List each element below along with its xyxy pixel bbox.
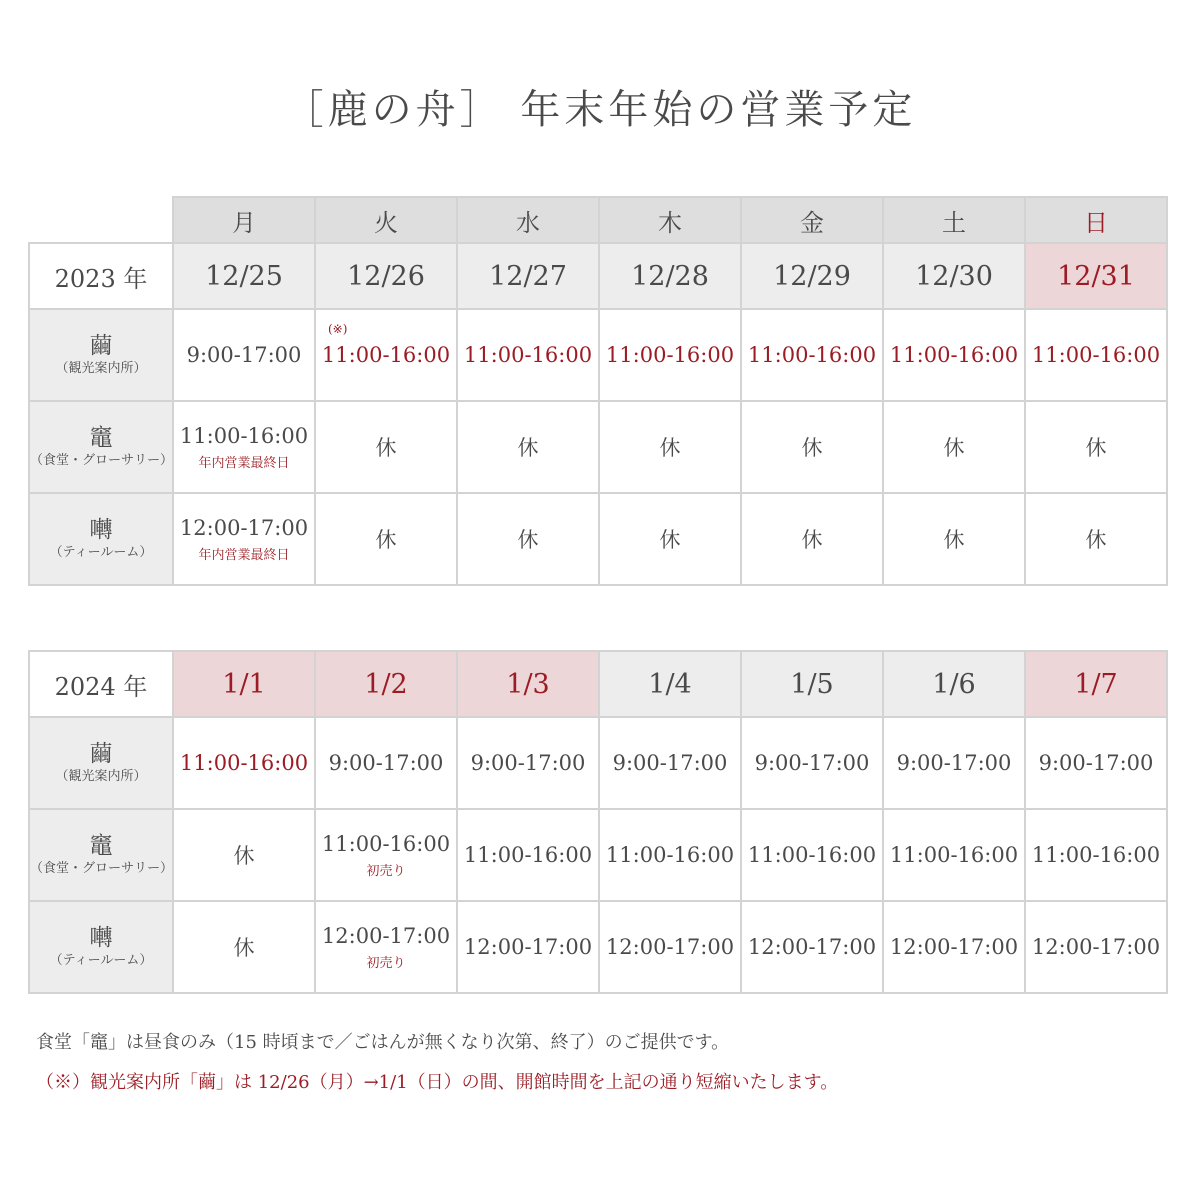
row-head-saezuri	[29, 493, 173, 585]
row-head-sub: （ティールーム）	[49, 545, 153, 560]
row-head-kanji: 繭	[89, 740, 113, 767]
date-cell: 12/27	[457, 243, 599, 309]
hours-text: 12:00-17:00	[321, 923, 451, 948]
hours-cell: 11:00-16:00	[173, 717, 315, 809]
date-cell-holiday: 1/1	[173, 651, 315, 717]
hours-cell: 11:00-16:00	[741, 809, 883, 901]
date-cell-holiday: 1/7	[1025, 651, 1167, 717]
hours-cell: 12:00-17:00	[457, 901, 599, 993]
year-label: 2024 年	[29, 651, 173, 717]
closed-cell: 休	[457, 493, 599, 585]
row-head-sub: （観光案内所）	[55, 361, 147, 376]
date-cell: 12/25	[173, 243, 315, 309]
hours-cell: 12:00-17:00	[599, 901, 741, 993]
closed-cell: 休	[173, 901, 315, 993]
weekday-mon: 月	[173, 197, 315, 243]
row-mayu	[29, 309, 1167, 401]
row-head-kanji: 繭	[89, 332, 113, 359]
row-head-sub: （食堂・グローサリー）	[30, 861, 174, 876]
weekday-header-row	[29, 197, 1167, 243]
hours-cell: 9:00-17:00	[741, 717, 883, 809]
hours-cell: 11:00-16:00	[599, 809, 741, 901]
hours-cell: 11:00-16:00	[741, 309, 883, 401]
first-sale-note: 初売り	[366, 955, 406, 971]
hours-cell: 11:00-16:00	[599, 309, 741, 401]
date-row	[29, 651, 1167, 717]
hours-text: 11:00-16:00	[179, 423, 309, 448]
date-cell: 1/6	[883, 651, 1025, 717]
hours-cell: 11:00-16:00	[883, 809, 1025, 901]
date-row	[29, 243, 1167, 309]
closed-cell: 休	[883, 401, 1025, 493]
row-head-sub: （ティールーム）	[49, 953, 153, 968]
hours-cell: 11:00-16:00	[1025, 809, 1167, 901]
date-cell-holiday: 12/31	[1025, 243, 1167, 309]
first-sale-note: 初売り	[366, 863, 406, 879]
corner-blank	[29, 197, 173, 243]
footnote-lunch: 食堂「竈」は昼食のみ（15 時頃まで／ごはんが無くなり次第、終了）のご提供です。	[36, 1032, 730, 1053]
year-label: 2023 年	[29, 243, 173, 309]
hours-cell: 12:00-17:00	[1025, 901, 1167, 993]
weekday-thu: 木	[599, 197, 741, 243]
date-cell: 12/26	[315, 243, 457, 309]
hours-text: 12:00-17:00	[179, 515, 309, 540]
hours-cell: 11:00-16:00	[883, 309, 1025, 401]
hours-cell: 9:00-17:00	[173, 309, 315, 401]
row-saezuri	[29, 901, 1167, 993]
hours-cell: 11:00-16:00	[457, 809, 599, 901]
row-head-kamado	[29, 401, 173, 493]
date-cell: 12/29	[741, 243, 883, 309]
hours-cell: 9:00-17:00	[457, 717, 599, 809]
closed-cell: 休	[883, 493, 1025, 585]
row-head-sub: （食堂・グローサリー）	[30, 453, 174, 468]
closed-cell: 休	[599, 493, 741, 585]
weekday-fri: 金	[741, 197, 883, 243]
note-mark: (※)	[328, 322, 348, 336]
row-head-mayu	[29, 717, 173, 809]
weekday-sat: 土	[883, 197, 1025, 243]
hours-cell: 11:00-16:00	[1025, 309, 1167, 401]
date-cell: 12/30	[883, 243, 1025, 309]
hours-cell-noted	[315, 309, 457, 401]
row-head-sub: （観光案内所）	[55, 769, 147, 784]
footnote-shortened-hours: （※）観光案内所「繭」は 12/26（月）→1/1（日）の間、開館時間を上記の通り短縮いたします。	[36, 1072, 839, 1093]
weekday-tue: 火	[315, 197, 457, 243]
closed-cell: 休	[1025, 401, 1167, 493]
closed-cell: 休	[741, 401, 883, 493]
date-cell: 12/28	[599, 243, 741, 309]
date-cell-holiday: 1/2	[315, 651, 457, 717]
closed-cell: 休	[457, 401, 599, 493]
closed-cell: 休	[741, 493, 883, 585]
row-mayu	[29, 717, 1167, 809]
closed-cell: 休	[173, 809, 315, 901]
last-day-note: 年内営業最終日	[198, 547, 290, 563]
hours-cell	[173, 401, 315, 493]
hours-cell: 9:00-17:00	[315, 717, 457, 809]
row-head-kanji: 囀	[89, 924, 113, 951]
closed-cell: 休	[599, 401, 741, 493]
date-cell: 1/5	[741, 651, 883, 717]
row-saezuri	[29, 493, 1167, 585]
row-kamado	[29, 401, 1167, 493]
row-kamado	[29, 809, 1167, 901]
row-head-kanji: 囀	[89, 516, 113, 543]
hours-cell	[315, 901, 457, 993]
hours-cell: 9:00-17:00	[1025, 717, 1167, 809]
date-cell-holiday: 1/3	[457, 651, 599, 717]
hours-cell	[315, 809, 457, 901]
row-head-kanji: 竈	[89, 832, 113, 859]
schedule-table-2024	[28, 650, 1168, 994]
date-cell: 1/4	[599, 651, 741, 717]
row-head-saezuri	[29, 901, 173, 993]
hours-cell: 12:00-17:00	[741, 901, 883, 993]
row-head-kanji: 竈	[89, 424, 113, 451]
schedule-table-2023	[28, 196, 1168, 586]
hours-text: 11:00-16:00	[321, 343, 451, 367]
page-title: ［鹿の舟］ 年末年始の営業予定	[283, 87, 917, 133]
weekday-sun: 日	[1025, 197, 1167, 243]
last-day-note: 年内営業最終日	[198, 455, 290, 471]
hours-cell: 9:00-17:00	[883, 717, 1025, 809]
hours-cell	[173, 493, 315, 585]
closed-cell: 休	[1025, 493, 1167, 585]
hours-cell: 9:00-17:00	[599, 717, 741, 809]
weekday-wed: 水	[457, 197, 599, 243]
hours-text: 11:00-16:00	[321, 831, 451, 856]
hours-cell: 12:00-17:00	[883, 901, 1025, 993]
row-head-mayu	[29, 309, 173, 401]
hours-cell: 11:00-16:00	[457, 309, 599, 401]
closed-cell: 休	[315, 401, 457, 493]
row-head-kamado	[29, 809, 173, 901]
closed-cell: 休	[315, 493, 457, 585]
